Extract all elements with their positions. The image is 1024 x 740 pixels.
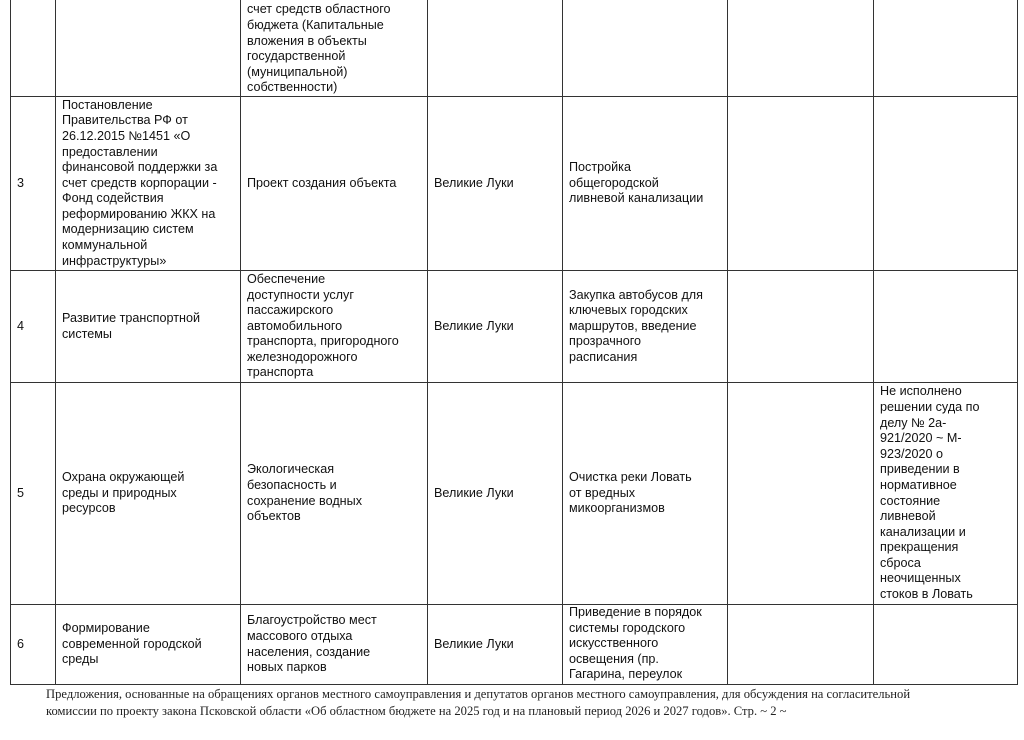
- place-cell: [428, 0, 562, 96]
- direction-cell: Благоустройство мест массового отдыха населения, создание новых парков: [247, 613, 377, 675]
- footer-line-2: комиссии по проекту закона Псковской области «Об областном бюджете на 2025 год и на плановый период 2026 и 2027 годов». Стр. ~ 2 ~: [46, 704, 787, 718]
- direction-cell: счет средств областного бюджета (Капитальные вложения в объекты государственной (муниципальной) собственности): [247, 2, 391, 95]
- proposals-table: [10, 0, 1018, 685]
- page-footer: [46, 686, 1006, 720]
- measure-cell: Очистка реки Ловать от вредных микоорганизмов: [569, 470, 692, 516]
- measure-cell: Закупка автобусов для ключевых городских маршрутов, введение прозрачного расписания: [569, 287, 703, 364]
- note-cell: [874, 605, 1017, 684]
- measure-cell: Приведение в порядок системы городского искусственного освещения (пр. Гагарина, переулок: [569, 605, 702, 682]
- basis-cell: Постановление Правительства РФ от 26.12.2015 №1451 «О предоставлении финансовой поддержки за счет средств корпорации - Фонд содействия реформированию ЖКХ на модернизацию систем коммунальной инфраструктуры»: [62, 97, 218, 268]
- row-number: 4: [17, 318, 25, 333]
- empty-cell: [728, 97, 873, 270]
- empty-cell: [728, 271, 873, 382]
- place-cell: Великие Луки: [434, 485, 514, 500]
- empty-cell: [728, 0, 873, 96]
- measure-cell: Постройка общегородской ливневой канализации: [569, 160, 704, 206]
- basis-cell: Развитие транспортной системы: [62, 310, 200, 341]
- table-row: [11, 97, 1018, 271]
- table-row: [11, 605, 1018, 685]
- table-row: [11, 271, 1018, 383]
- row-number: [11, 0, 55, 96]
- row-number: 5: [17, 485, 25, 500]
- place-cell: Великие Луки: [434, 175, 514, 190]
- measure-cell: [563, 0, 727, 96]
- direction-cell: Обеспечение доступности услуг пассажирского автомобильного транспорта, пригородного железнодорожного транспорта: [247, 271, 399, 380]
- empty-cell: [728, 605, 873, 684]
- basis-cell: Формирование современной городской среды: [62, 621, 202, 667]
- direction-cell: Проект создания объекта: [247, 175, 397, 190]
- note-cell: [874, 271, 1017, 382]
- note-cell: [874, 0, 1017, 96]
- note-cell: [874, 97, 1017, 270]
- footer-line-1: Предложения, основанные на обращениях органов местного самоуправления и депутатов органов местного самоуправления, для обсуждения на согласительной: [46, 687, 911, 701]
- row-number: 3: [17, 175, 25, 190]
- place-cell: Великие Луки: [434, 318, 514, 333]
- table-row: [11, 383, 1018, 605]
- basis-cell: Охрана окружающей среды и природных ресурсов: [62, 470, 185, 516]
- empty-cell: [728, 383, 873, 604]
- row-number: 6: [17, 636, 25, 651]
- table-row: [11, 0, 1018, 97]
- basis-cell: [56, 0, 240, 96]
- direction-cell: Экологическая безопасность и сохранение водных объектов: [247, 462, 362, 524]
- place-cell: Великие Луки: [434, 636, 514, 651]
- note-cell: Не исполнено решении суда по делу № 2а- 921/2020 ~ М- 923/2020 о приведении в нормативное состояние ливневой канализации и прекращения сброса неочищенных стоков в Ловать: [880, 384, 980, 602]
